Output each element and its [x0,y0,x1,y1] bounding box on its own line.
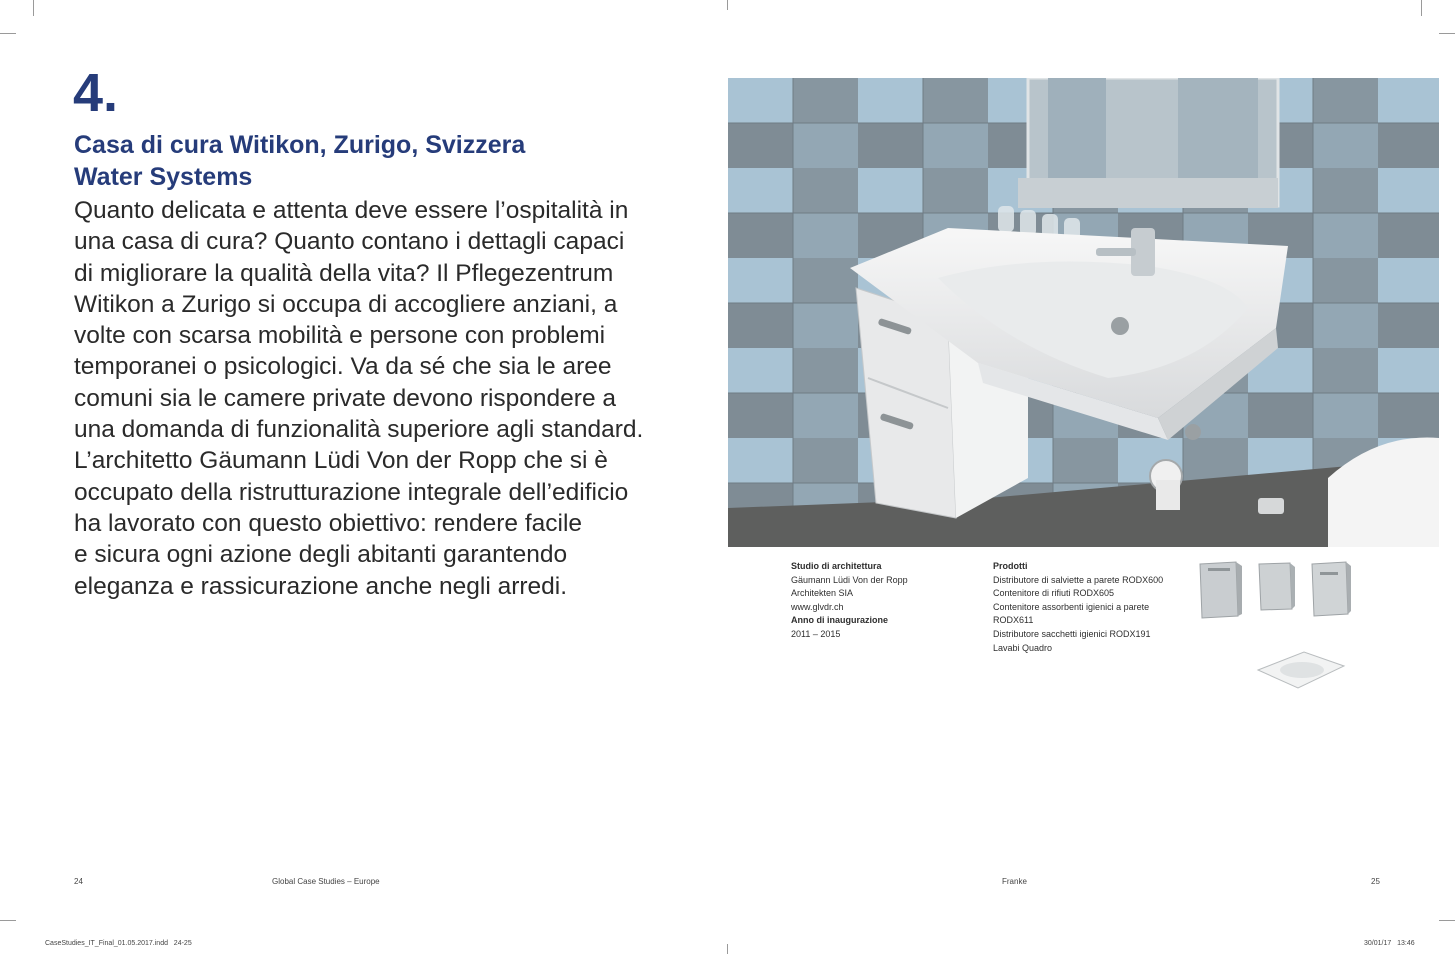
crop-mark [0,33,16,34]
product-line: Distributore sacchetti igienici RODX191 [993,628,1151,639]
body-line: L’architetto Gäumann Lüdi Von der Ropp che si è [74,447,608,475]
product-line: Distributore di salviette a parete RODX600 [993,574,1164,585]
body-line: Witikon a Zurigo si occupa di accogliere anziani, a [74,290,618,318]
towel-dispenser-image [1196,560,1244,620]
case-study-body [74,195,674,602]
crop-mark [33,0,34,16]
crop-mark [727,0,728,10]
crop-mark [1439,33,1455,34]
studio-label: Studio di architettura [791,561,882,571]
crop-mark [727,944,728,954]
products-label: Prodotti [993,561,1028,571]
studio-line: Architekten SIA [791,588,854,599]
case-study-number: 4. [73,63,119,123]
sanitary-bin-image [1308,560,1354,618]
product-line: Contenitore assorbenti igienici a parete [993,601,1150,612]
crop-mark [1439,920,1455,921]
products-info [993,560,1163,655]
crop-mark [1421,0,1422,16]
product-line: Lavabi Quadro [993,642,1053,653]
product-line: Contenitore di rifiuti RODX605 [993,588,1115,599]
crop-mark [0,920,16,921]
case-study-subtitle: Water Systems [74,163,253,191]
bathroom-photo [728,78,1439,547]
body-line: una casa di cura? Quanto contano i dettagli capaci [74,228,625,256]
left-running-title: Global Case Studies – Europe [272,877,380,886]
right-running-title: Franke [1002,877,1027,886]
bathroom-illustration [728,78,1439,547]
timestamp-slug: 30/01/17 13:46 [1364,940,1415,947]
body-line: eleganza e rassicurazione anche negli arredi. [74,572,568,600]
body-line: volte con scarsa mobilità e persone con problemi [74,322,606,350]
product-line: RODX611 [993,615,1034,626]
body-line: di migliorare la qualità della vita? Il Pflegezentrum [74,259,614,287]
waste-bin-image [1256,561,1298,613]
body-line: una domanda di funzionalità superiore agli standard. [74,416,644,444]
studio-line: Gäumann Lüdi Von der Ropp [791,574,908,585]
studio-website-link[interactable]: www.glvdr.ch [791,601,844,612]
year-label: Anno di inaugurazione [791,615,888,626]
year-value: 2011 – 2015 [791,628,841,639]
body-line: temporanei o psicologici. Va da sé che sia le aree [74,353,612,381]
body-line: ha lavorato con questo obiettivo: rendere facile [74,509,583,537]
studio-info [791,560,908,642]
left-page-number: 24 [74,877,83,886]
body-line: comuni sia le camere private devono rispondere a [74,384,617,412]
body-line: Quanto delicata e attenta deve essere l’ospitalità in [74,197,629,224]
right-page-number: 25 [1371,877,1380,886]
case-study-title: Casa di cura Witikon, Zurigo, Svizzera [74,131,526,159]
file-slug: CaseStudies_IT_Final_01.05.2017.indd 24-25 [45,940,192,947]
washbasin-image [1254,648,1348,692]
body-line: occupato della ristrutturazione integrale dell’edificio [74,478,629,506]
body-line: e sicura ogni azione degli abitanti garantendo [74,541,568,569]
